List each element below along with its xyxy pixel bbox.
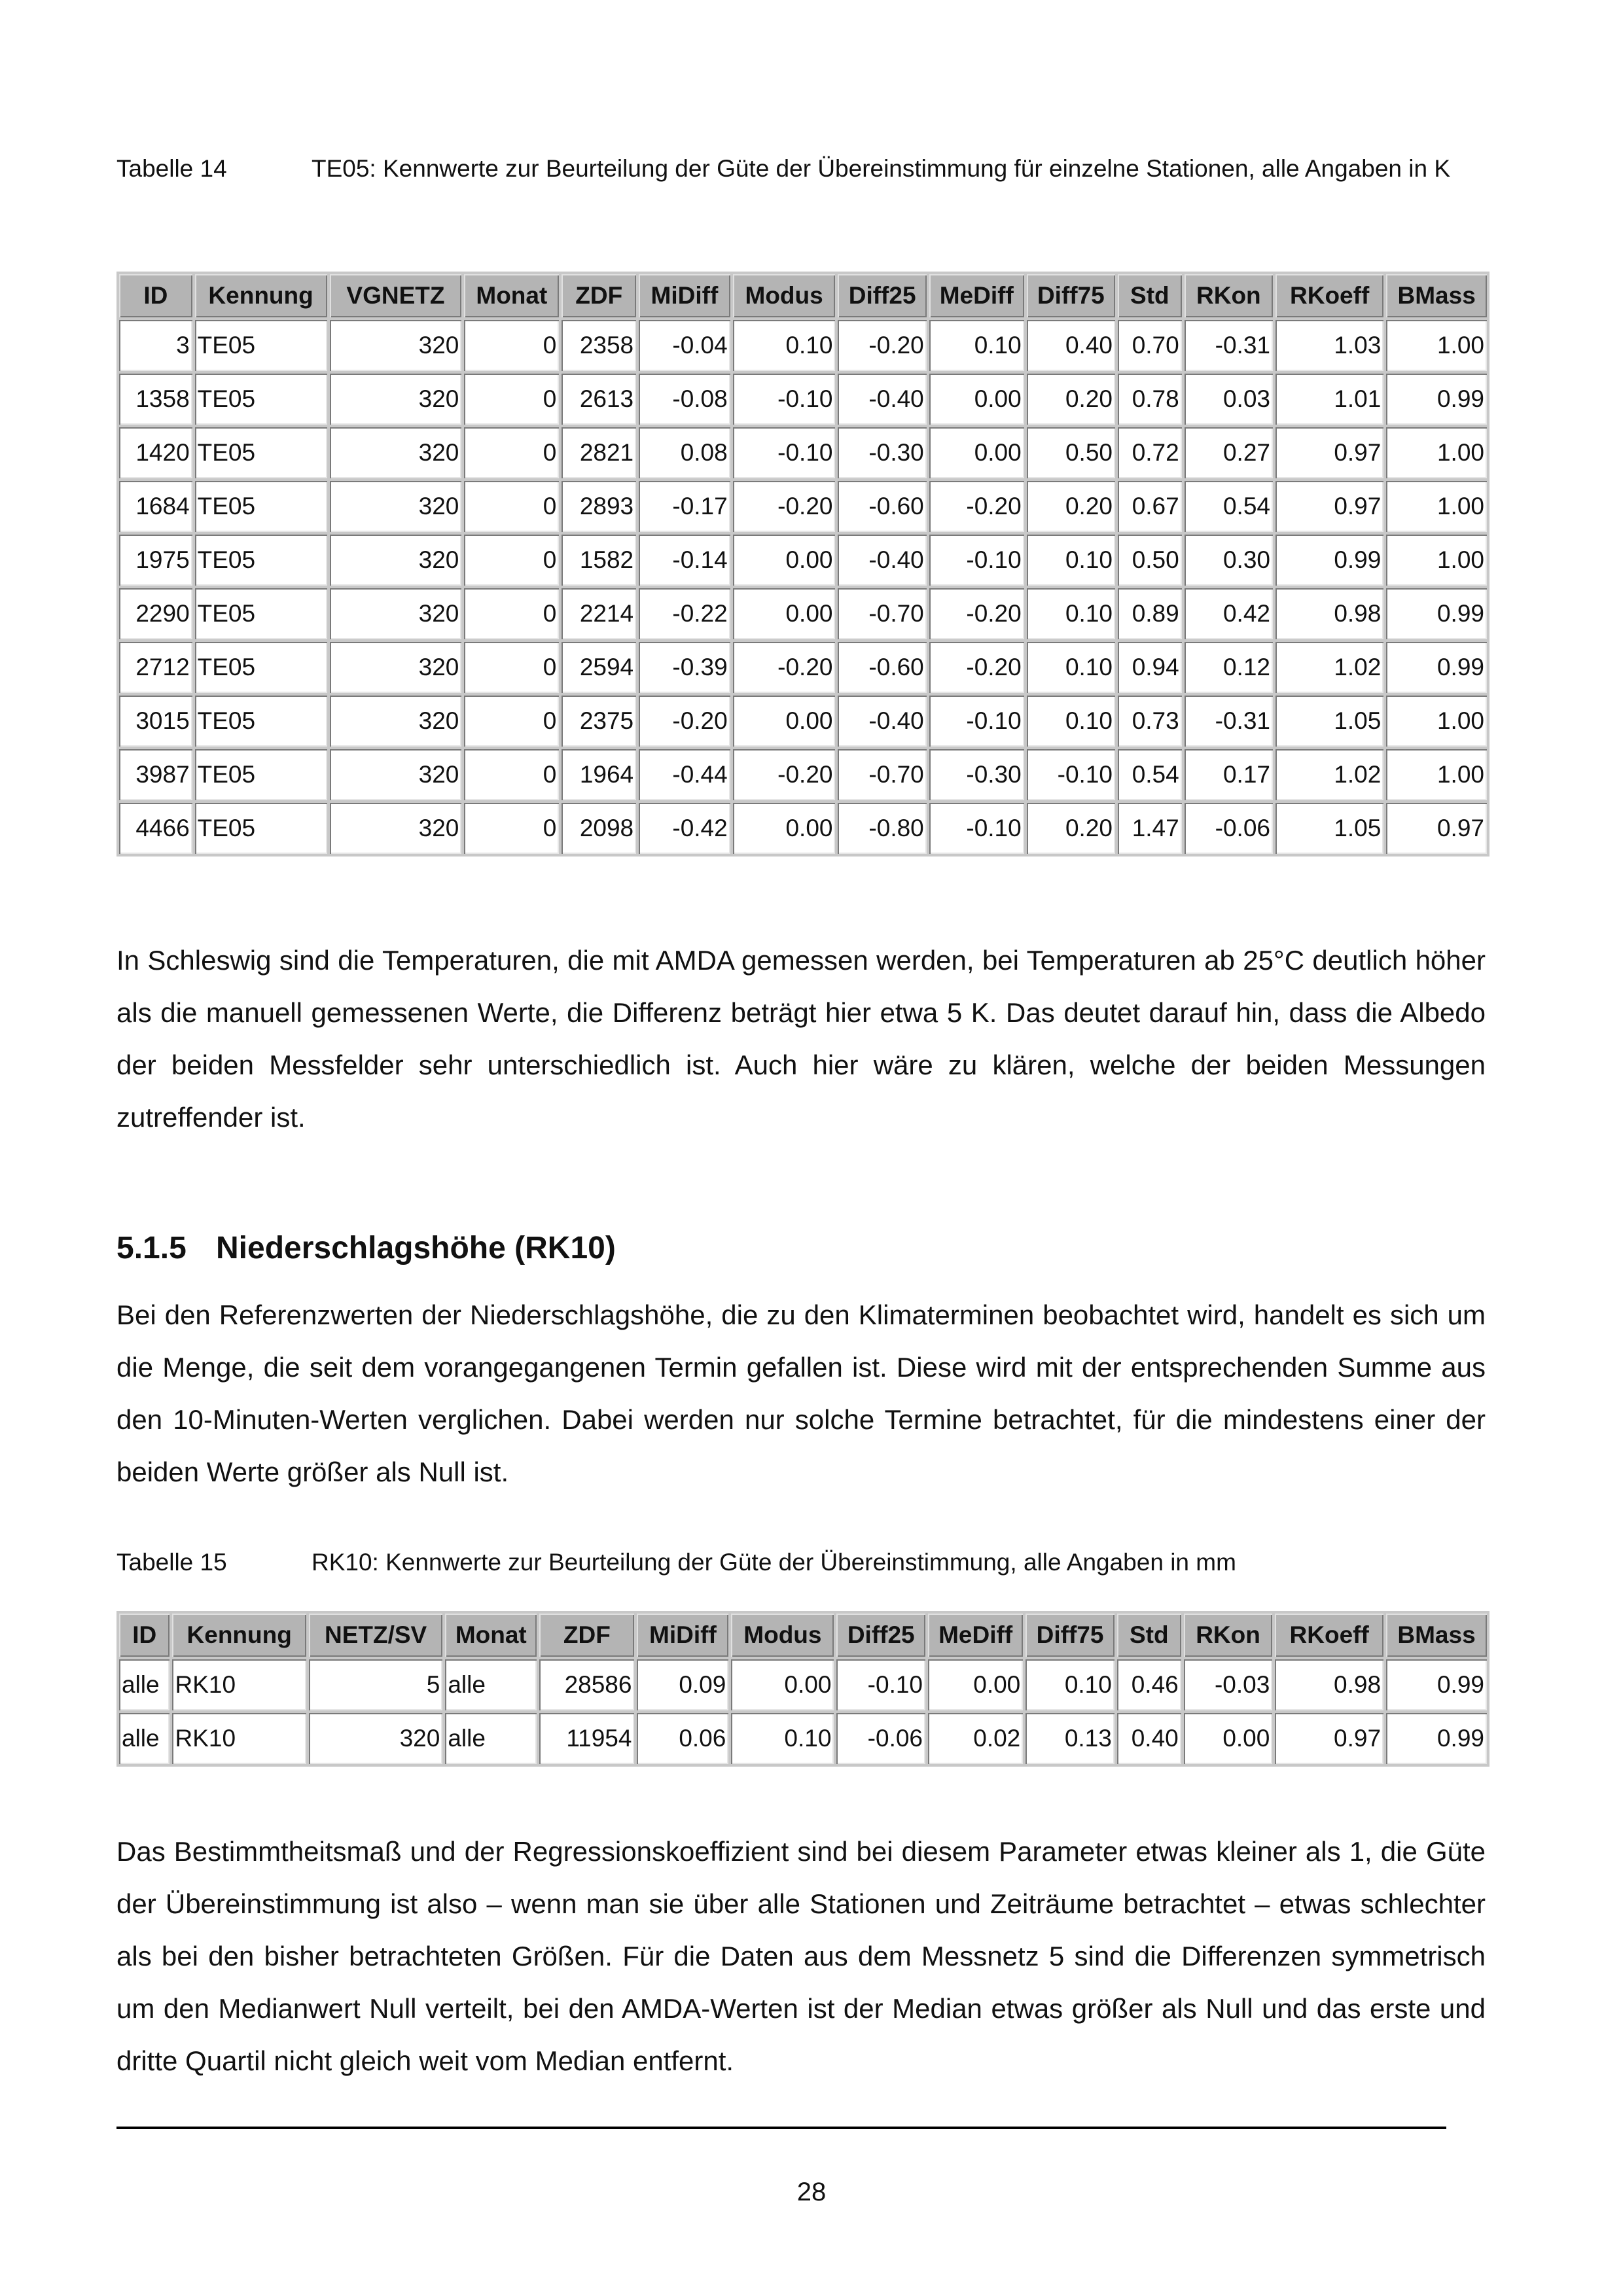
table-cell: 1.00 [1386,481,1487,532]
column-header: VGNETZ [330,274,462,317]
table-cell: -0.20 [733,481,836,532]
table-cell: 1420 [119,427,192,478]
table-cell: 2375 [562,696,636,747]
table-cell: -0.39 [639,642,730,693]
table-cell: -0.80 [838,803,926,854]
table-cell: 1.05 [1275,803,1383,854]
table-row [119,535,1487,586]
table-cell: -0.10 [929,535,1024,586]
table-cell: -0.06 [836,1713,925,1764]
table-cell: 1964 [562,749,636,800]
table-cell: 0.00 [929,427,1024,478]
table-cell: 0.67 [1118,481,1182,532]
table-row [119,749,1487,800]
table-cell: 0.78 [1118,374,1182,425]
table-cell: -0.17 [639,481,730,532]
table-cell: 0.97 [1275,481,1383,532]
table-cell: -0.44 [639,749,730,800]
table-cell: 1.01 [1275,374,1383,425]
table14-caption-text: TE05: Kennwerte zur Beurteilung der Güte der Übereinstimmung für einzelne Stationen, alle Angaben in K [312,155,1451,182]
table-cell: 0.97 [1275,1713,1383,1764]
table-cell: 0.17 [1185,749,1273,800]
table-cell: -0.10 [929,696,1024,747]
table-cell: 2214 [562,588,636,639]
table-cell: 0.30 [1185,535,1273,586]
table-cell: 1.02 [1275,642,1383,693]
footer-rule [116,2127,1446,2129]
column-header: ZDF [539,1614,634,1657]
column-header: Std [1118,274,1182,317]
table-cell: 320 [330,535,462,586]
table-cell: 1684 [119,481,192,532]
table-cell: -0.30 [838,427,926,478]
table-cell: 0.20 [1027,374,1115,425]
table-cell: 0.27 [1185,427,1273,478]
table-cell: 0.00 [733,588,836,639]
table-cell: 2290 [119,588,192,639]
table15-body [119,1659,1487,1764]
table-cell: 0.20 [1027,803,1115,854]
table-cell: 0.40 [1117,1713,1181,1764]
table-cell: 0.99 [1386,588,1487,639]
table-cell: alle [445,1659,537,1710]
section-heading [116,1230,616,1266]
paragraph-schleswig: In Schleswig sind die Temperaturen, die mit AMDA gemessen werden, bei Temperaturen ab 25°C deutlich höher als die manuell gemessenen Werte, die Differenz beträgt hier etwa 5 K. Das deutet darauf hin, dass die Albedo der beiden Messfelder sehr unterschiedlich ist. Auch hier wäre zu klären, welche der beiden Messungen zutreffender ist. [116,945,1486,1133]
table-cell: TE05 [195,749,327,800]
table-cell: 0 [464,320,559,371]
column-header: MiDiff [637,1614,728,1657]
table-cell: -0.42 [639,803,730,854]
column-header: BMass [1386,1614,1487,1657]
table-cell: 0.13 [1026,1713,1115,1764]
column-header: Monat [464,274,559,317]
table-cell: 2594 [562,642,636,693]
table-cell: TE05 [195,481,327,532]
column-header: Diff75 [1026,1614,1115,1657]
table-cell: 1.05 [1275,696,1383,747]
table-cell: 0.00 [733,696,836,747]
table-cell: TE05 [195,374,327,425]
table-cell: 0.10 [1027,642,1115,693]
table-cell: 0.10 [929,320,1024,371]
column-header: RKon [1185,274,1273,317]
table-cell: 28586 [539,1659,634,1710]
table-cell: 0.99 [1386,1659,1487,1710]
table-cell: 320 [330,803,462,854]
table-cell: -0.14 [639,535,730,586]
table-cell: -0.04 [639,320,730,371]
table-cell: -0.10 [733,374,836,425]
column-header: ID [119,1614,169,1657]
table-cell: 0.10 [731,1713,834,1764]
table-cell: 0.54 [1118,749,1182,800]
table-cell: 0 [464,803,559,854]
table-cell: -0.20 [733,642,836,693]
table-cell: 1.03 [1275,320,1383,371]
table-cell: 2893 [562,481,636,532]
column-header: MeDiff [929,274,1024,317]
table15-caption-text: RK10: Kennwerte zur Beurteilung der Güte der Übereinstimmung, alle Angaben in mm [312,1549,1236,1576]
column-header: RKon [1184,1614,1273,1657]
table-cell: 0 [464,535,559,586]
table-cell: 0 [464,642,559,693]
table-cell: 2821 [562,427,636,478]
table-cell: -0.20 [929,481,1024,532]
table-cell: 0.73 [1118,696,1182,747]
table-cell: 0.98 [1275,588,1383,639]
column-header: Kennung [195,274,327,317]
table-cell: -0.31 [1185,696,1273,747]
section-number: 5.1.5 [116,1231,187,1265]
column-header: ID [119,274,192,317]
table-cell: 1.00 [1386,696,1487,747]
column-header: Diff25 [838,274,926,317]
table-cell: 2712 [119,642,192,693]
table-cell: -0.60 [838,481,926,532]
table-cell: 0.97 [1275,427,1383,478]
table-cell: 320 [330,642,462,693]
table-cell: 320 [309,1713,442,1764]
table-cell: 0 [464,427,559,478]
table-cell: 0.50 [1118,535,1182,586]
column-header: Diff25 [836,1614,925,1657]
column-header: Kennung [172,1614,306,1657]
table-cell: -0.70 [838,588,926,639]
table-cell: 0.10 [1027,588,1115,639]
table-cell: 320 [330,481,462,532]
table-cell: 3015 [119,696,192,747]
table-cell: 0 [464,588,559,639]
table-cell: 1.00 [1386,749,1487,800]
table-cell: TE05 [195,803,327,854]
table-cell: -0.10 [836,1659,925,1710]
table-cell: -0.40 [838,535,926,586]
table-cell: 0.12 [1185,642,1273,693]
table-cell: -0.20 [929,588,1024,639]
table-cell: 11954 [539,1713,634,1764]
table-cell: 3987 [119,749,192,800]
column-header: Monat [445,1614,537,1657]
table-row [119,374,1487,425]
table-cell: 0.00 [929,374,1024,425]
table-cell: -0.20 [838,320,926,371]
table-cell: 320 [330,374,462,425]
table-cell: -0.60 [838,642,926,693]
table-cell: 0.00 [928,1659,1023,1710]
table-cell: -0.08 [639,374,730,425]
column-header: MeDiff [928,1614,1023,1657]
table-cell: 320 [330,696,462,747]
table-cell: 0.20 [1027,481,1115,532]
table-cell: 320 [330,588,462,639]
table-cell: TE05 [195,427,327,478]
column-header: Modus [731,1614,834,1657]
table-cell: 0 [464,749,559,800]
table14 [116,272,1489,857]
table-cell: 0.10 [733,320,836,371]
column-header: ZDF [562,274,636,317]
table-cell: 0.06 [637,1713,728,1764]
table-cell: -0.10 [929,803,1024,854]
table-cell: 2358 [562,320,636,371]
table15 [116,1611,1489,1767]
table-cell: TE05 [195,588,327,639]
table-cell: 320 [330,427,462,478]
table-cell: 0.00 [733,803,836,854]
table-cell: 0.00 [1184,1713,1273,1764]
table-cell: 2098 [562,803,636,854]
table-row [119,1713,1487,1764]
table-cell: 0.46 [1117,1659,1181,1710]
table-cell: 0.99 [1275,535,1383,586]
table-cell: 4466 [119,803,192,854]
table-cell: 3 [119,320,192,371]
table-cell: -0.03 [1184,1659,1273,1710]
table-row [119,1659,1487,1710]
table-cell: 1582 [562,535,636,586]
table-cell: 1.47 [1118,803,1182,854]
column-header: Modus [733,274,836,317]
paragraph-niederschlag: Bei den Referenzwerten der Niederschlagshöhe, die zu den Klimaterminen beobachtet wird, handelt es sich um die Menge, die seit dem vorangegangenen Termin gefallen ist. Diese wird mit der entsprechenden Summe aus den 10-Minuten-Werten verglichen. Dabei werden nur solche Termine betrachtet, für die mindestens einer der beiden Werte größer als Null ist. [116,1299,1486,1487]
table-cell: 0.99 [1386,642,1487,693]
table-cell: TE05 [195,696,327,747]
table-cell: 0.89 [1118,588,1182,639]
table14-body [119,320,1487,854]
table-cell: -0.20 [733,749,836,800]
column-header: MiDiff [639,274,730,317]
table-cell: 0.94 [1118,642,1182,693]
column-header: Std [1117,1614,1181,1657]
table-cell: 0.99 [1386,374,1487,425]
table-cell: 2613 [562,374,636,425]
table-row [119,588,1487,639]
table-cell: -0.31 [1185,320,1273,371]
table-cell: 1975 [119,535,192,586]
table-cell: 0.54 [1185,481,1273,532]
table-cell: 0.40 [1027,320,1115,371]
table-cell: -0.06 [1185,803,1273,854]
table15-label: Tabelle 15 [116,1549,227,1576]
table-cell: -0.20 [929,642,1024,693]
table-cell: -0.10 [1027,749,1115,800]
table-cell: 0.97 [1386,803,1487,854]
table-cell: -0.30 [929,749,1024,800]
table-cell: -0.40 [838,696,926,747]
table-row [119,427,1487,478]
table15-header-row [119,1614,1487,1657]
column-header: RKoeff [1275,274,1383,317]
column-header: BMass [1386,274,1487,317]
table-cell: 0.10 [1027,696,1115,747]
table-row [119,481,1487,532]
page-number: 28 [796,2178,827,2206]
table-cell: 0.00 [733,535,836,586]
column-header: RKoeff [1275,1614,1383,1657]
table-cell: 0.50 [1027,427,1115,478]
table-cell: 0 [464,374,559,425]
table-cell: 0.03 [1185,374,1273,425]
table-row [119,803,1487,854]
table-cell: 0.98 [1275,1659,1383,1710]
table-cell: 1.00 [1386,320,1487,371]
table-cell: TE05 [195,320,327,371]
table-cell: -0.40 [838,374,926,425]
table-cell: 1.00 [1386,535,1487,586]
section-title: Niederschlagshöhe (RK10) [216,1231,616,1265]
table14-label: Tabelle 14 [116,155,227,182]
table-cell: -0.22 [639,588,730,639]
table-cell: 0.09 [637,1659,728,1710]
table-row [119,696,1487,747]
table-cell: alle [445,1713,537,1764]
table-cell: RK10 [172,1713,306,1764]
table-cell: 5 [309,1659,442,1710]
table-cell: 0.10 [1026,1659,1115,1710]
table-cell: 320 [330,320,462,371]
table-cell: 1358 [119,374,192,425]
table14-header-row [119,274,1487,317]
table-cell: RK10 [172,1659,306,1710]
table-cell: 0.42 [1185,588,1273,639]
table-cell: 0.00 [731,1659,834,1710]
table-cell: -0.10 [733,427,836,478]
table-cell: -0.70 [838,749,926,800]
table-cell: 320 [330,749,462,800]
table-cell: 0.02 [928,1713,1023,1764]
table-row [119,642,1487,693]
table-cell: TE05 [195,535,327,586]
table-cell: alle [119,1659,169,1710]
column-header: Diff75 [1027,274,1115,317]
paragraph-bestimmtheitsmass: Das Bestimmtheitsmaß und der Regressionskoeffizient sind bei diesem Parameter etwas kleiner als 1, die Güte der Übereinstimmung ist also – wenn man sie über alle Stationen und Zeiträume betrachtet – etwas schlechter als bei den bisher betrachteten Größen. Für die Daten aus dem Messnetz 5 sind die Differenzen symmetrisch um den Medianwert Null verteilt, bei den AMDA-Werten ist der Median etwas größer als Null und das erste und dritte Quartil nicht gleich weit vom Median entfernt. [116,1836,1486,2076]
table-cell: 0.99 [1386,1713,1487,1764]
table-cell: -0.20 [639,696,730,747]
table-cell: 0.72 [1118,427,1182,478]
table-cell: 0.08 [639,427,730,478]
table-cell: 0 [464,696,559,747]
column-header: NETZ/SV [309,1614,442,1657]
table-cell: 0.70 [1118,320,1182,371]
table-row [119,320,1487,371]
table-cell: 1.02 [1275,749,1383,800]
table-cell: alle [119,1713,169,1764]
table-cell: TE05 [195,642,327,693]
table-cell: 0.10 [1027,535,1115,586]
table-cell: 1.00 [1386,427,1487,478]
table-cell: 0 [464,481,559,532]
